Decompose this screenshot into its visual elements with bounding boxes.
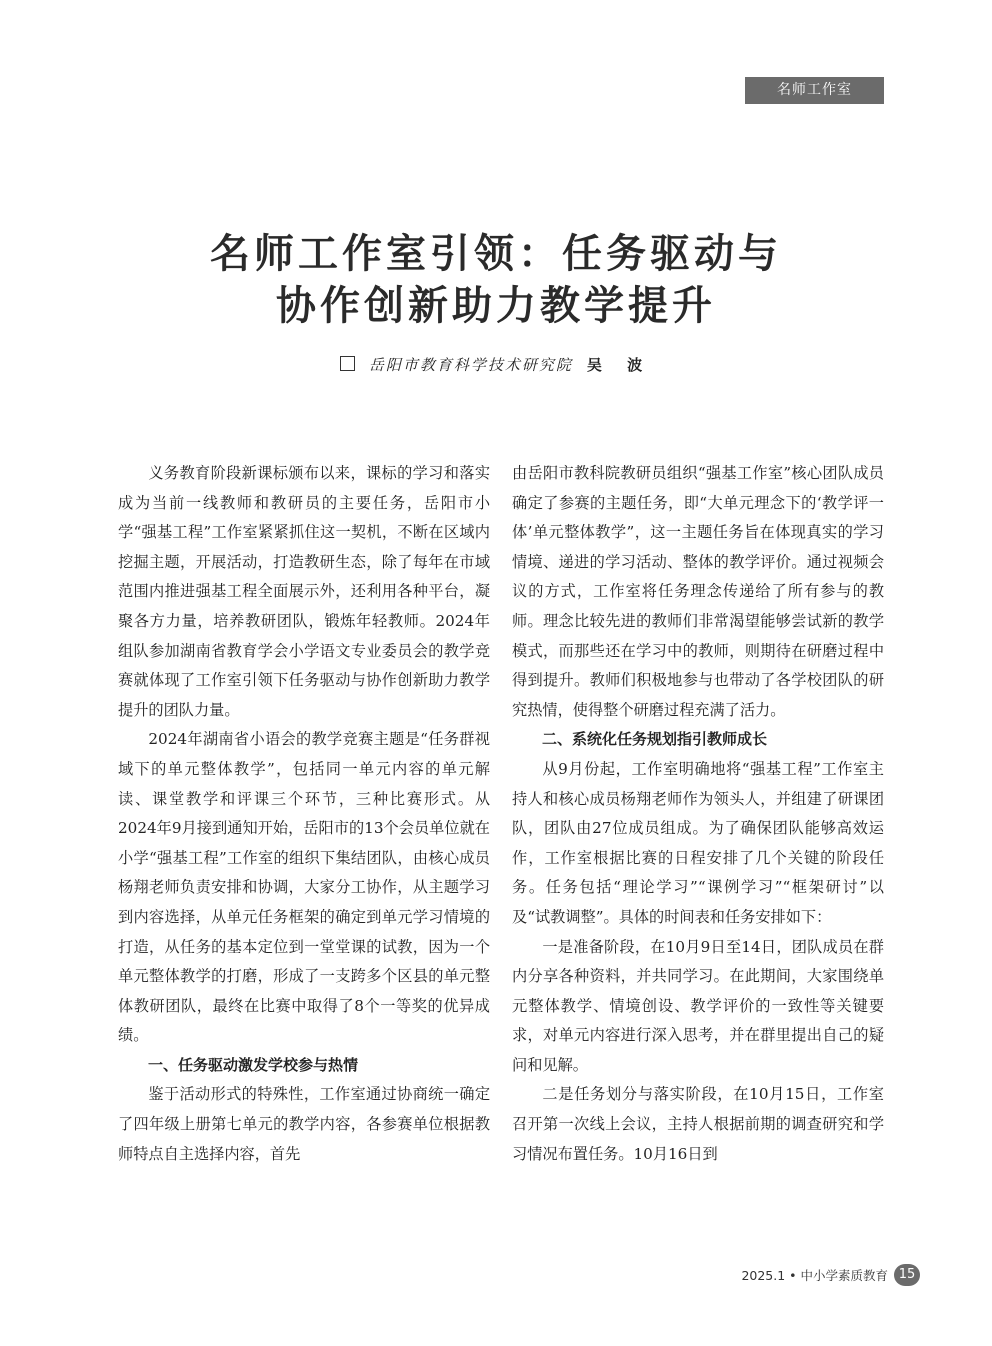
byline bbox=[0, 354, 992, 375]
article-title bbox=[0, 228, 992, 332]
paragraph: 义务教育阶段新课标颁布以来，课标的学习和落实成为当前一线教师和教研员的主要任务，岳阳市小学“强基工程”工作室紧紧抓住这一契机，不断在区域内挖掘主题，开展活动，打造教研生态，除了每年在市域范围内推进强基工程全面展示外，还利用各种平台，凝聚各方力量，培养教研团队，锻炼年轻教师。2024年组队参加湖南省教育学会小学语文专业委员会的教学竞赛就体现了工作室引领下任务驱动与协作创新助力教学提升的团队力量。 bbox=[118, 464, 490, 719]
paragraph: 一是准备阶段，在10月9日至14日，团队成员在群内分享各种资料，并共同学习。在此期间，大家围绕单元整体教学、情境创设、教学评价的一致性等关键要求，对单元内容进行深入思考，并在群里提出自己的疑问和见解。 bbox=[512, 937, 884, 1074]
paragraph: 从9月份起，工作室明确地将“强基工程”工作室主持人和核心成员杨翔老师作为领头人，并组建了研课团队，团队由27位成员组成。为了确保团队能够高效运作，工作室根据比赛的日程安排了几个关键的阶段任务。任务包括“理论学习”“课例学习”“框架研讨”以及“试教调整”。具体的时间表和任务安排如下： bbox=[512, 759, 884, 926]
paragraph: 二是任务划分与落实阶段，在10月15日，工作室召开第一次线上会议，主持人根据前期的调查研究和学习情况布置任务。10月16日到 bbox=[512, 1085, 884, 1163]
square-bullet-icon bbox=[340, 356, 355, 371]
right-column bbox=[512, 459, 884, 1169]
section-heading: 二、系统化任务规划指引教师成长 bbox=[542, 730, 768, 749]
paragraph: 2024年湖南省小语会的教学竞赛主题是“任务群视域下的单元整体教学”，包括同一单元内容的单元解读、课堂教学和评课三个环节，三种比赛形式。从2024年9月接到通知开始，岳阳市的13个会员单位就在小学“强基工程”工作室的组织下集结团队，由核心成员杨翔老师负责安排和协调，大家分工协作，从主题学习到内容选择，从单元任务框架的确定到单元学习情境的打造，从任务的基本定位到一堂堂课的试教，因为一个单元整体教学的打磨，形成了一支跨多个区县的单元整体教研团队，最终在比赛中取得了8个一等奖的优异成绩。 bbox=[118, 730, 490, 1045]
section-tag: 名师工作室 bbox=[745, 77, 884, 104]
left-column bbox=[118, 459, 490, 1169]
page-number: 15 bbox=[894, 1264, 920, 1286]
title-line-2: 协作创新助力教学提升 bbox=[276, 283, 716, 329]
title-line-1: 名师工作室引领：任务驱动与 bbox=[210, 231, 782, 277]
paragraph: 鉴于活动形式的特殊性，工作室通过协商统一确定了四年级上册第七单元的教学内容，各参赛单位根据教师特点自主选择内容，首先 bbox=[118, 1085, 490, 1163]
author-name: 吴 波 bbox=[586, 356, 653, 374]
paragraph: 由岳阳市教科院教研员组织“强基工作室”核心团队成员确定了参赛的主题任务，即“大单元理念下的‘教学评一体’单元整体教学”，这一主题任务旨在体现真实的学习情境、递进的学习活动、整体的教学评价。通过视频会议的方式，工作室将任务理念传递给了所有参与的教师。理念比较先进的教师们非常渴望能够尝试新的教学模式，而那些还在学习中的教师，则期待在研磨过程中得到提升。教师们积极地参与也带动了各学校团队的研究热情，使得整个研磨过程充满了活力。 bbox=[512, 464, 884, 719]
page-footer bbox=[700, 1263, 920, 1287]
affiliation: 岳阳市教育科学技术研究院 bbox=[368, 356, 573, 374]
section-heading: 一、任务驱动激发学校参与热情 bbox=[148, 1055, 359, 1074]
issue-info: 2025.1 • 中小学素质教育 bbox=[741, 1268, 888, 1283]
